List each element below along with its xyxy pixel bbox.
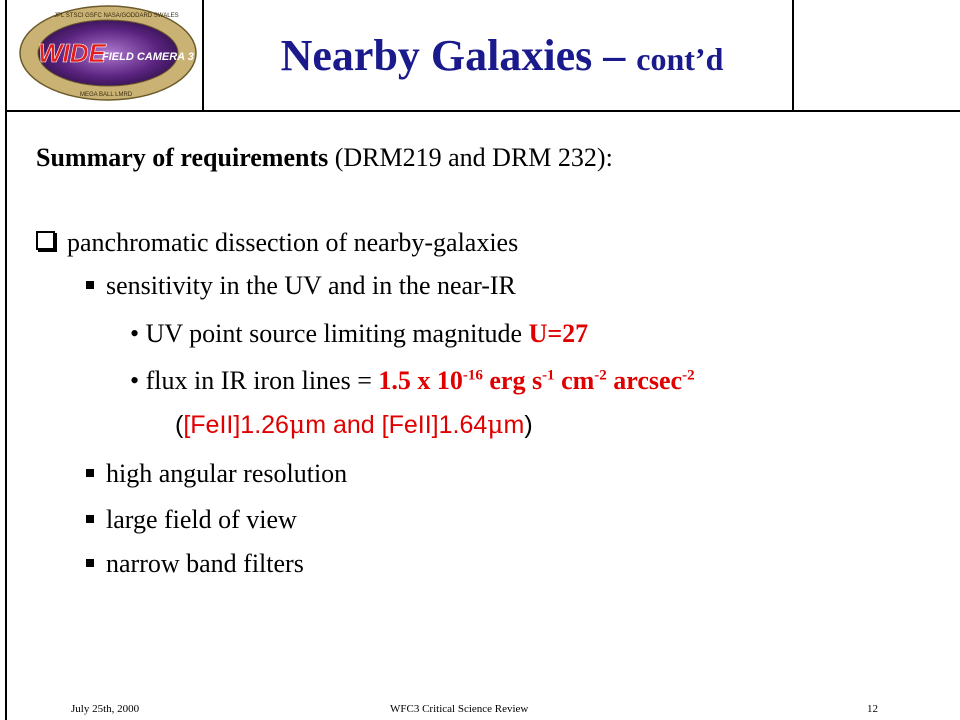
sub-text: high angular resolution: [106, 459, 348, 488]
sub-text: narrow band filters: [106, 549, 304, 578]
iron-m1: m and [FeII]1.64: [305, 411, 488, 439]
logo-ring-bottom: MEGA BALL LMRD: [80, 92, 133, 98]
title-main: Nearby Galaxies –: [280, 31, 637, 80]
flux-exp4: -2: [682, 367, 695, 384]
flux-exp2: -1: [542, 367, 555, 384]
flux-line: [130, 366, 695, 396]
square-bullet-icon: [86, 515, 94, 523]
square-bullet-icon: [86, 469, 94, 477]
summary-label: Summary of requirements: [36, 143, 329, 172]
title-right-divider: [792, 0, 794, 110]
flux-v3: cm: [554, 366, 595, 395]
logo-rest: FIELD CAMERA 3: [102, 51, 194, 63]
iron-open: (: [175, 411, 184, 439]
footer-page-number: 12: [867, 703, 878, 715]
left-border: [5, 0, 7, 720]
bullet-panchromatic: [36, 228, 518, 258]
bullet-text: panchromatic dissection of nearby-galaxies: [67, 228, 519, 257]
flux-text: • flux in IR iron lines =: [130, 366, 379, 395]
flux-exp1: -16: [462, 367, 483, 384]
logo-wide: WIDE: [38, 38, 106, 68]
uv-limit-line: [130, 319, 588, 349]
summary-rest: (DRM219 and DRM 232):: [328, 143, 613, 172]
uv-limit-text: • UV point source limiting magnitude: [130, 319, 529, 348]
slide-title: [214, 30, 790, 81]
flux-value: [378, 366, 694, 395]
sub-text: large field of view: [106, 505, 297, 534]
uv-limit-value: U=27: [528, 319, 589, 348]
iron-m2: m: [503, 411, 525, 439]
flux-exp3: -2: [594, 367, 607, 384]
sub-field-of-view: [86, 505, 297, 535]
summary-line: [36, 143, 613, 173]
flux-v4: arcsec: [606, 366, 683, 395]
header-underline: [5, 110, 960, 112]
flux-v2: erg s: [482, 366, 543, 395]
logo-divider: [202, 0, 204, 110]
iron-l1: [FeII]1.26: [183, 411, 289, 439]
footer-date: July 25th, 2000: [71, 703, 140, 715]
square-bullet-icon: [86, 559, 94, 567]
footer-title: WFC3 Critical Science Review: [390, 703, 529, 715]
logo-ring-top: JPL STSCI GSFC NASA/GODDARD SWALES: [54, 13, 179, 19]
iron-mu1: μ: [288, 410, 306, 439]
sub-sensitivity: [86, 271, 516, 301]
iron-mu2: μ: [487, 410, 504, 439]
checkbox-bullet-icon: [36, 231, 55, 250]
wfc3-logo: [18, 4, 198, 102]
sub-narrow-band: [86, 549, 304, 579]
iron-lines: [175, 410, 533, 440]
sub-text: sensitivity in the UV and in the near-IR: [106, 271, 516, 300]
sub-angular-resolution: [86, 459, 347, 489]
iron-lines-value: [183, 411, 524, 439]
square-bullet-icon: [86, 281, 94, 289]
iron-close: ): [524, 411, 533, 439]
title-sub: cont’d: [636, 41, 724, 77]
flux-v1: 1.5 x 10: [378, 366, 463, 395]
